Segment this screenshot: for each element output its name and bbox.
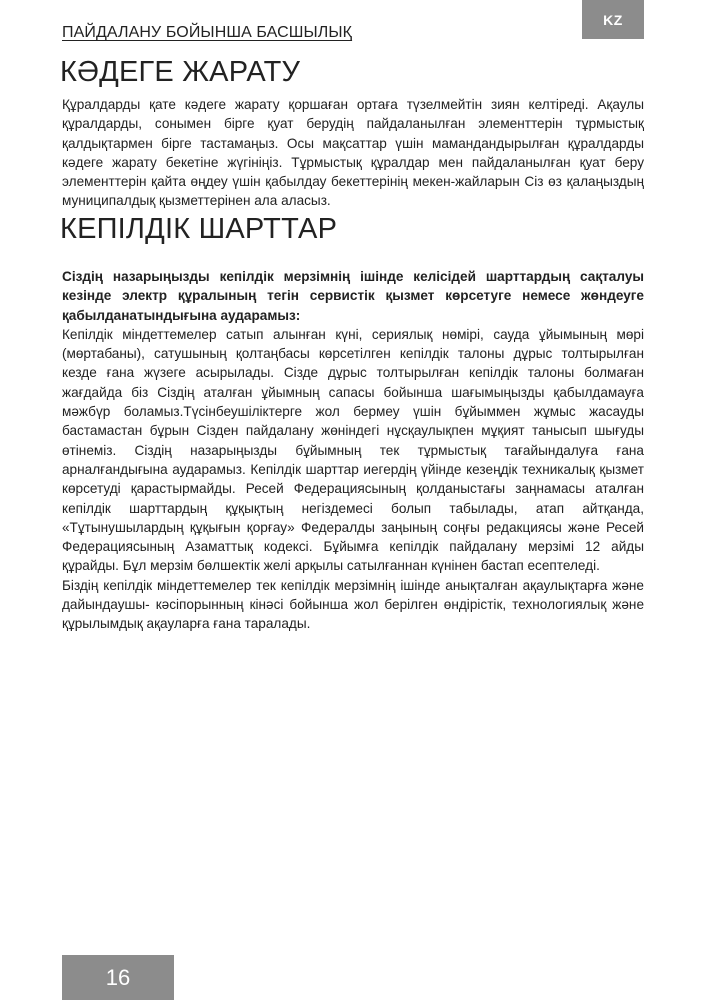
language-badge: KZ <box>582 0 644 39</box>
warranty-paragraph-1: Кепілдік міндеттемелер сатып алынған күні, сериялық нөмірі, сауда ұйымының мөрі (мөртабаны), сатушының қолтаңбасы көрсетілген кепілдік талоны дұрыс толтырылған кезде ғана жүзеге асырылады. Сізде дұрыс толтырылған кепілдік талоны болмаған жағдайда біз Сіздің аталған ұйымның сапасы бойынша шағымыңызды қабылдамауға мәжбүр боламыз.Түсінбеушіліктерге жол бермеу үшін бұйыммен жұмыс жасауды бастамастан бұрын Сізден пайдалану жөніндегі нұсқаулықпен мұқият танысып шығуды өтінеміз. Сіздің назарыңызды бұйымның тек тұрмыстық тағайындалуға ғана арналғандығына аударамыз. Кепілдік шарттар иегердің үйінде кезеңдік техникалық қызмет көрсетуді қарастырмайды. Ресей Федерациясының қолданыстағы заңнамасы аталған кепілдік шарттардың құқықтың негіздемесі болып табылады, атап айтқанда, «Тұтынушылардың құқығын қорғау» Федералды заңының соңғы редакциясы және Ресей Федерациясының Азаматтық кодексі. Бұйымға кепілдік пайдалану мерзімі 12 айды құрайды. Бұл мерзім бөлшектік желі арқылы сатылғаннан күнінен бастап есептеледі. <box>62 326 644 574</box>
disposal-paragraph: Құралдарды қате кәдеге жарату қоршаған ортаға түзелмейтін зиян келтіреді. Ақаулы құралдарды, сонымен бірге қуат берудің пайдаланылған элементтерін тұрмыстық қалдықтармен бірге тастамаңыз. Осы мақсаттар үшін мамандандырылған құралдарды кәдеге жарату бекетіне жүгініңіз. Тұрмыстық құралдар мен пайдаланылған қуат беру элементтерін қайта өңдеу үшін қабылдау бекеттерінің мекен-жайларын Сіз өз қалаңыздың муниципалдық қызметтерінен ала аласыз. <box>62 97 644 209</box>
warranty-intro-bold: Сіздің назарыңызды кепілдік мерзімнің ішінде келісідей шарттардың сақталуы кезінде электр құралының тегін сервистік қызмет көрсетуге немесе жөндеуге қабылданатындығына аударамыз: <box>62 269 644 323</box>
running-header-title: ПАЙДАЛАНУ БОЙЫНША БАСШЫЛЫҚ <box>62 24 353 41</box>
section-title-disposal: КӘДЕГЕ ЖАРАТУ <box>60 56 301 88</box>
page-number: 16 <box>62 955 174 1000</box>
warranty-paragraph-2: Біздің кепілдік міндеттемелер тек кепілдік мерзімнің ішінде анықталған ақаулықтарға және дайындаушы- кәсіпорынның кінәсі бойынша жол берілген өндірістік, технологиялық және құрылымдық ақауларға ғана таралады. <box>62 577 644 632</box>
section-title-warranty: КЕПІЛДІК ШАРТТАР <box>60 213 338 245</box>
warranty-body <box>62 267 644 634</box>
